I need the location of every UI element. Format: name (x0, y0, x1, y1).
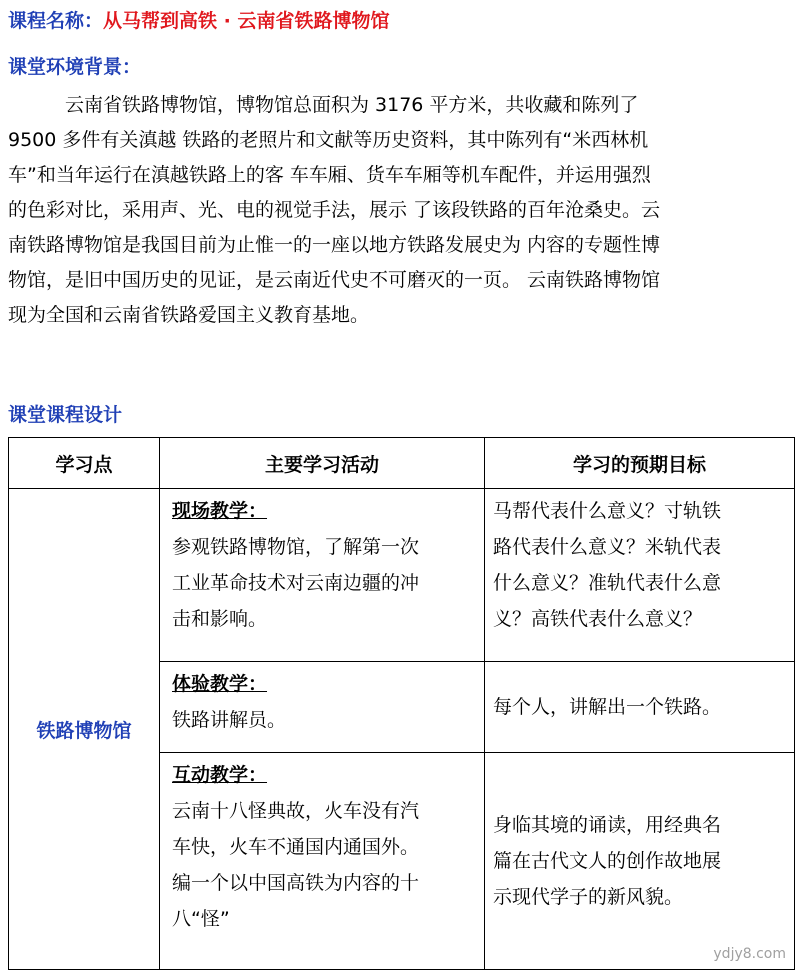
course-design-table (8, 437, 795, 970)
row-label-museum: 铁路博物馆 (9, 489, 160, 970)
goal-line: 身临其境的诵读，用经典名 (493, 814, 722, 836)
activity-subtitle: 体验教学： (172, 673, 268, 695)
activity-subtitle: 现场教学： (172, 500, 268, 522)
goal-line: 示现代学子的新风貌。 (493, 886, 684, 908)
activity-line: 云南十八怪典故，火车没有汽 (172, 800, 420, 822)
course-title-label: 课程名称： (8, 10, 104, 32)
header-expected-goal: 学习的预期目标 (485, 438, 795, 489)
activity-cell (160, 489, 485, 662)
course-title-name: 从马帮到高铁 · 云南省铁路博物馆 (103, 10, 390, 32)
activity-line: 工业革命技术对云南边疆的冲 (172, 572, 420, 594)
paragraph-line: 云南省铁路博物馆，博物馆总面积为 3176 平方米，共收藏和陈列了 (8, 94, 639, 116)
paragraph-line: 现为全国和云南省铁路爱国主义教育基地。 (8, 304, 370, 326)
paragraph-line: 的色彩对比，采用声、光、电的视觉手法，展示 了该段铁路的百年沧桑史。云 (8, 199, 661, 221)
table-header-row (9, 438, 795, 489)
activity-cell (160, 753, 485, 970)
goal-cell (485, 753, 795, 970)
header-study-point: 学习点 (9, 438, 160, 489)
activity-line: 参观铁路博物馆，了解第一次 (172, 536, 420, 558)
goal-line: 什么意义？准轨代表什么意 (493, 572, 722, 594)
goal-line: 马帮代表什么意义？寸轨铁 (493, 500, 722, 522)
activity-line: 编一个以中国高铁为内容的十 (172, 872, 420, 894)
activity-cell (160, 662, 485, 753)
activity-line: 八“怪” (172, 908, 230, 930)
activity-subtitle: 互动教学： (172, 764, 268, 786)
goal-cell (485, 662, 795, 753)
activity-line: 车快，火车不通国内通国外。 (172, 836, 420, 858)
course-title (8, 6, 389, 33)
activity-line: 铁路讲解员。 (172, 709, 287, 731)
background-paragraph (8, 88, 792, 333)
paragraph-line: 南铁路博物馆是我国目前为止惟一的一座以地方铁路发展史为 内容的专题性博 (8, 234, 661, 256)
header-main-activity: 主要学习活动 (160, 438, 485, 489)
activity-line: 击和影响。 (172, 608, 268, 630)
paragraph-line: 车”和当年运行在滇越铁路上的客 车车厢、货车车厢等机车配件，并运用强烈 (8, 164, 651, 186)
goal-line: 篇在古代文人的创作故地展 (493, 850, 722, 872)
goal-line: 路代表什么意义？米轨代表 (493, 536, 722, 558)
watermark: ydjy8.com (713, 946, 786, 962)
paragraph-line: 9500 多件有关滇越 铁路的老照片和文献等历史资料，其中陈列有“米西林机 (8, 129, 649, 151)
paragraph-line: 物馆，是旧中国历史的见证，是云南近代史不可磨灭的一页。 云南铁路博物馆 (8, 269, 661, 291)
goal-line: 每个人，讲解出一个铁路。 (493, 696, 722, 718)
goal-cell (485, 489, 795, 662)
background-heading: 课堂环境背景： (8, 56, 142, 78)
design-heading: 课堂课程设计 (8, 404, 123, 426)
table-row (9, 489, 795, 662)
goal-line: 义？高铁代表什么意义？ (493, 608, 703, 630)
